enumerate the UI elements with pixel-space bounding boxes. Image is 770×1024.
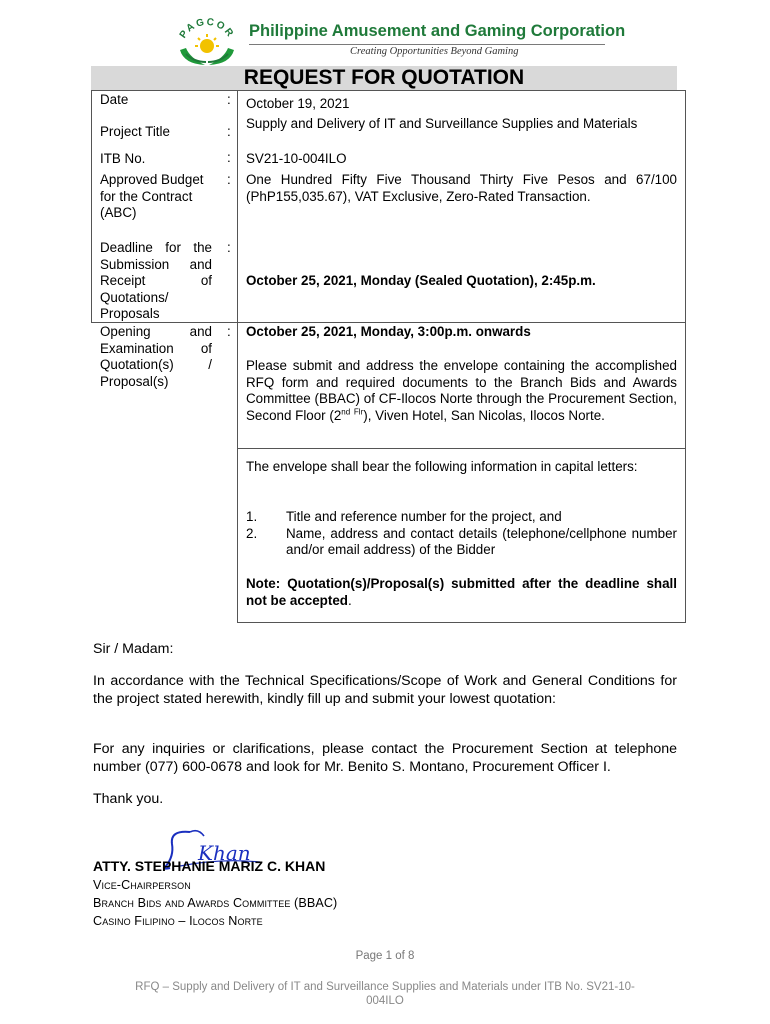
list-item: 2. Name, address and contact details (telephone/cellphone number and/or email address) of the Bidder (246, 525, 677, 558)
paragraph-request: In accordance with the Technical Specifications/Scope of Work and General Conditions for the project stated herewith, kindly fill up and submit your lowest quotation: (93, 673, 677, 707)
itb-label: ITB No. (100, 151, 146, 166)
list-item: 1. Title and reference number for the project, and (246, 509, 562, 524)
table-border-top (91, 90, 686, 91)
date-value: October 19, 2021 (246, 96, 350, 111)
abc-colon: : (227, 172, 231, 187)
opening-value: October 25, 2021, Monday, 3:00p.m. onwards (246, 324, 531, 339)
organization-name: Philippine Amusement and Gaming Corporation (249, 22, 626, 40)
signatory-title: Vice-Chairperson (93, 878, 191, 892)
date-label: Date (100, 92, 129, 107)
project-title-label: Project Title (100, 124, 170, 139)
project-title-value: Supply and Delivery of IT and Surveillance Supplies and Materials (246, 116, 638, 131)
deadline-colon: : (227, 240, 231, 255)
itb-colon: : (227, 150, 231, 165)
table-row-divider (237, 448, 686, 449)
paragraph-inquiries: For any inquiries or clarifications, please contact the Procurement Section at telephone number (077) 600-0678 and look for Mr. Benito S. Montano, Procurement Officer I. (93, 741, 677, 775)
header-divider (249, 44, 605, 45)
closing: Thank you. (93, 791, 164, 807)
opening-label: Opening and Examination of Quotation(s) / Proposal(s) (100, 324, 212, 389)
document-footer: RFQ – Supply and Delivery of IT and Surveillance Supplies and Materials under ITB No. SV21-10-004ILO (135, 981, 635, 1007)
table-border-bottom (237, 622, 686, 623)
salutation: Sir / Madam: (93, 641, 174, 657)
pagcor-logo (172, 10, 242, 68)
deadline-label: Deadline for the Submission and Receipt of Quotations/ Proposals (100, 240, 212, 322)
page-number: Page 1 of 8 (355, 950, 415, 962)
abc-value: One Hundred Fifty Five Thousand Thirty Five Pesos and 67/100 (PhP155,035.67), VAT Exclusive, Zero-Rated Transaction. (246, 172, 677, 204)
signatory-office: Casino Filipino – Ilocos Norte (93, 914, 263, 928)
itb-value: SV21-10-004ILO (246, 151, 347, 166)
project-title-colon: : (227, 124, 231, 139)
organization-tagline: Creating Opportunities Beyond Gaming (350, 46, 519, 57)
table-column-divider (237, 90, 238, 623)
deadline-value: October 25, 2021, Monday (Sealed Quotation), 2:45p.m. (246, 273, 596, 288)
signatory-name: ATTY. STEPHANIE MARIZ C. KHAN (93, 858, 326, 874)
logo-text: PAGCOR (177, 16, 237, 41)
deadline-note: Note: Quotation(s)/Proposal(s) submitted after the deadline shall not be accepted. (246, 576, 677, 608)
abc-label: Approved Budget for the Contract (ABC) (100, 172, 204, 221)
signature-text: Khan (198, 841, 251, 865)
document-title: REQUEST FOR QUOTATION (243, 66, 525, 89)
date-colon: : (227, 92, 231, 107)
submission-instructions: Please submit and address the envelope containing the accomplished RFQ form and required documents to the Branch Bids and Awards Committee (BBAC) of CF-Ilocos Norte through the Procurement Section, Second Floor (2nd $^{Flr}$), Viven Hotel, San Nicolas, Ilocos Norte. (246, 358, 677, 423)
table-border-right (685, 90, 686, 623)
signatory-committee: Branch Bids and Awards Committee (BBAC) (93, 896, 338, 910)
envelope-items-list (246, 509, 677, 559)
opening-colon: : (227, 324, 231, 339)
envelope-text: The envelope shall bear the following information in capital letters: (246, 459, 638, 474)
table-border-left (91, 90, 92, 322)
